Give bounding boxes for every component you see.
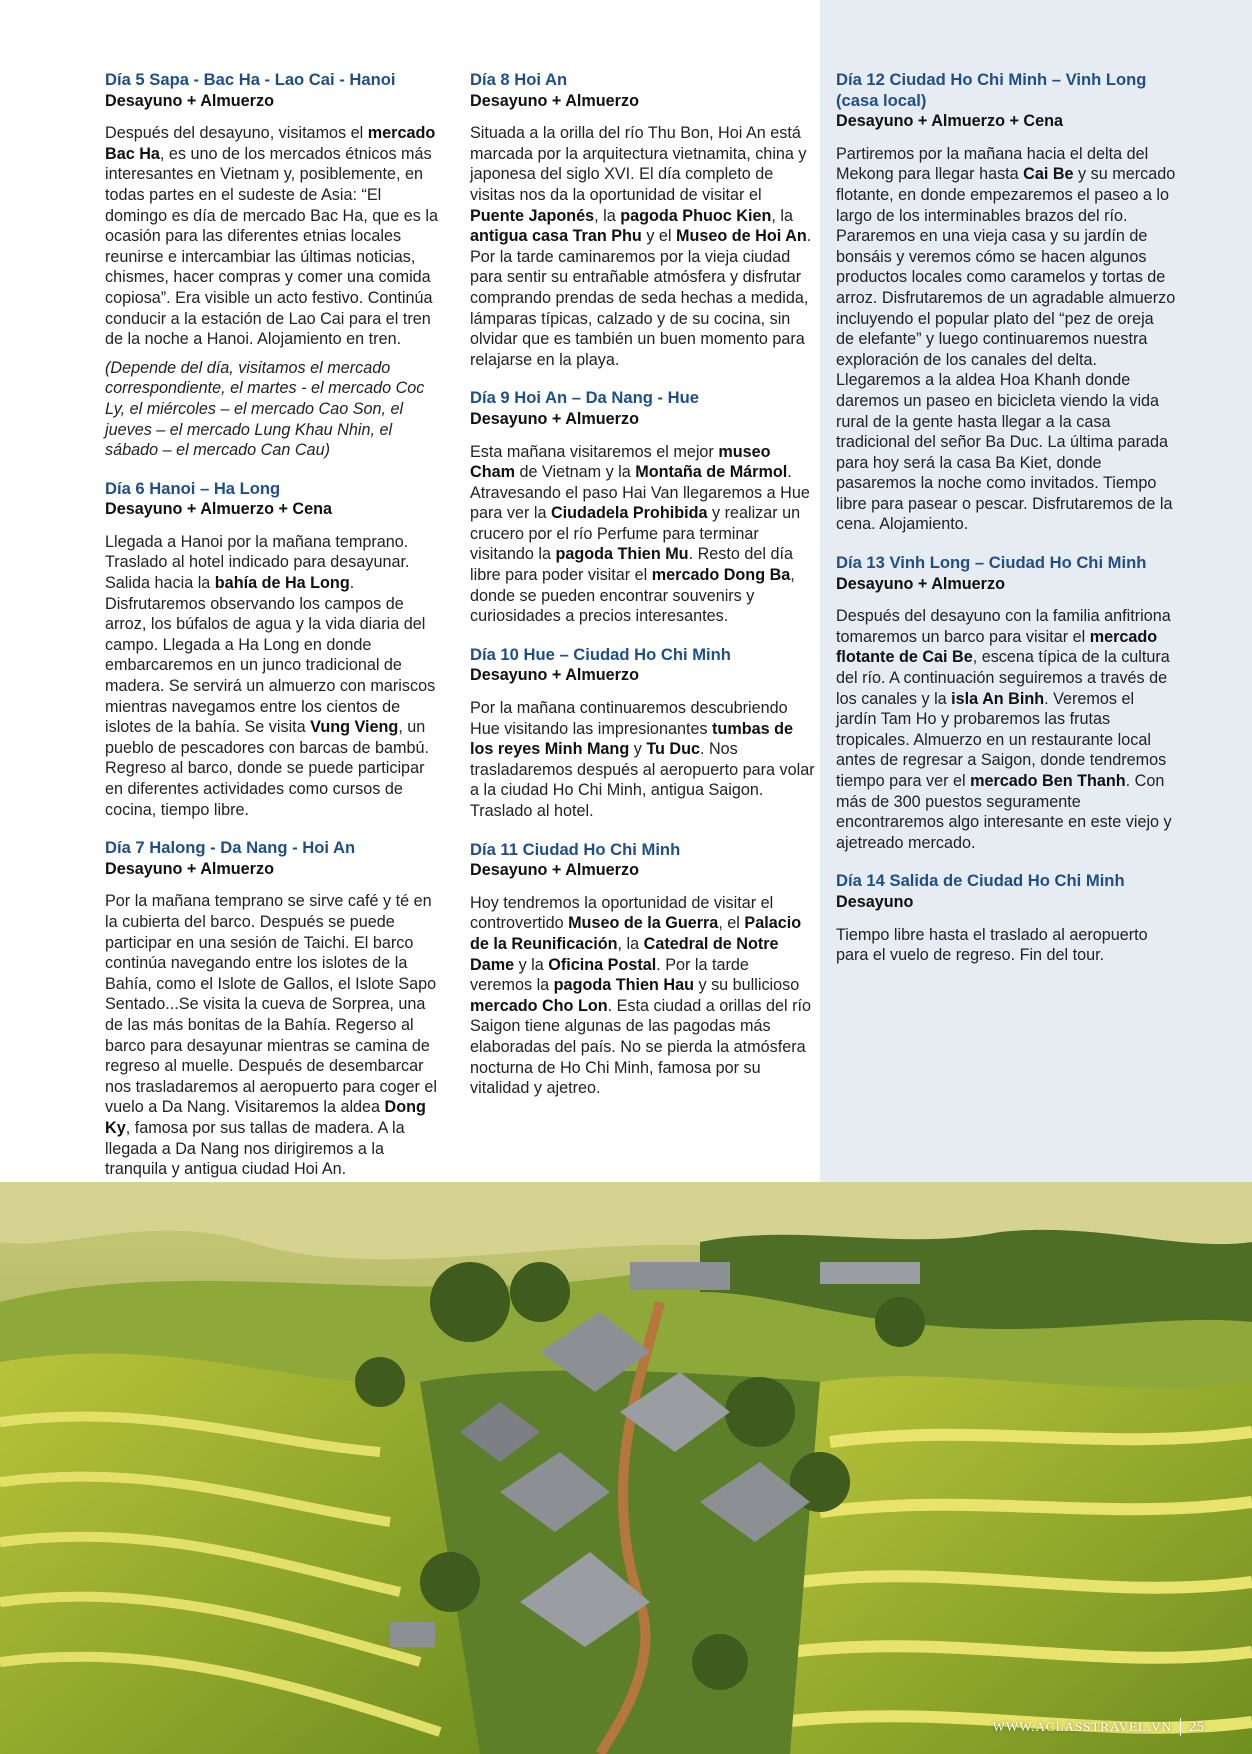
text-run: , el bbox=[718, 914, 745, 933]
text-run: , un pueblo de pescadores con barcas de bambú. Regreso al barco, donde se puede participar en diferentes actividades como cursos de cocina, tiempo libre. bbox=[105, 718, 429, 819]
highlighted-place: Palacio de la Reunificación bbox=[470, 914, 802, 953]
day-meals: Desayuno + Almuerzo bbox=[470, 666, 639, 685]
page-number: 25 bbox=[1189, 1718, 1204, 1735]
day-title: Día 10 Hue – Ciudad Ho Chi Minh bbox=[470, 644, 731, 664]
highlighted-place: pagoda Phuoc Kien bbox=[620, 206, 772, 225]
day-description bbox=[836, 925, 1176, 966]
text-run: de Vietnam y la bbox=[514, 463, 636, 482]
day-title: Día 7 Halong - Da Nang - Hoi An bbox=[105, 838, 356, 858]
day-section bbox=[470, 388, 815, 627]
day-description bbox=[836, 606, 1176, 853]
day-description bbox=[470, 893, 815, 1099]
day-meals: Desayuno bbox=[836, 892, 914, 911]
day-section bbox=[105, 479, 445, 821]
day-section bbox=[105, 70, 445, 461]
day-title: Día 5 Sapa - Bac Ha - Lao Cai - Hanoi bbox=[105, 70, 396, 89]
day-title: Día 13 Vinh Long – Ciudad Ho Chi Minh bbox=[836, 553, 1147, 573]
text-run: Esta mañana visitaremos el mejor bbox=[470, 442, 719, 461]
day-section bbox=[836, 553, 1176, 853]
day-meals: Desayuno + Almuerzo + Cena bbox=[836, 112, 1063, 131]
text-run: . Nos trasladaremos después al aeropuerto para volar a la ciudad Ho Chi Minh, antigua Saigon. Traslado al hotel. bbox=[470, 740, 815, 820]
text-run: Por la mañana continuaremos descubriendo Hue visitando las impresionantes bbox=[470, 699, 788, 738]
text-run: Partiremos por la mañana hacia el delta del Mekong para llegar hasta bbox=[836, 144, 1149, 184]
itinerary-column-3 bbox=[836, 70, 1176, 984]
highlighted-place: Catedral de Notre Dame bbox=[470, 934, 779, 974]
highlighted-place: pagoda Thien Hau bbox=[553, 976, 694, 995]
day-description bbox=[470, 442, 815, 627]
page-footer bbox=[993, 1718, 1204, 1736]
highlighted-place: Puente Japonés bbox=[470, 206, 595, 225]
highlighted-place: Montaña de Mármol bbox=[635, 463, 788, 482]
day-section bbox=[470, 645, 815, 822]
text-run: Llegada a Hanoi por la mañana temprano. Traslado al hotel indicado para desayunar. Salida hacia la bbox=[105, 532, 410, 593]
text-run: Hoy tendremos la oportunidad de visitar el controvertido bbox=[470, 893, 774, 933]
day-title: Día 12 Ciudad Ho Chi Minh – Vinh Long (casa local) bbox=[836, 70, 1147, 110]
highlighted-place: mercado Bac Ha bbox=[105, 124, 436, 163]
day-note: (Depende del día, visitamos el mercado correspondiente, el martes - el mercado Coc Ly, el miércoles – el mercado Cao Son, el jueves – el mercado Lung Khau Nhin, el sábado – el mercado Can Cau) bbox=[105, 358, 425, 460]
text-run: y su mercado flotante, en donde empezaremos el paseo a lo largo de los interminables brazos del río. Pararemos en una vieja casa y su jardín de bonsáis y veremos cómo se hacen algunos productos locales como caramelos y tortas de arroz. Disfrutaremos de un agradable almuerzo incluyendo el popular plato del “pez de oreja de elefante” y luego continuaremos nuestra exploración de los canales del delta. Llegaremos a la aldea Hoa Khanh donde daremos un paseo en bicicleta viendo la vida rural de la gente hasta llegar a la casa tradicional del señor Ba Duc. La última parada para hoy será la casa Ba Kiet, donde pasaremos la noche como invitados. Tiempo libre para pasear o pescar. Disfrutaremos de la cena. Alojamiento. bbox=[836, 165, 1176, 534]
text-run: . Esta ciudad a orillas del río Saigon tiene algunas de las pagodas más elaboradas del país. No se pierda la atmósfera nocturna de Ho Chi Minh, famosa por su vitalidad y ajetreo. bbox=[470, 996, 811, 1098]
rice-terraces-photo bbox=[0, 1182, 1252, 1754]
highlighted-place: Tu Duc bbox=[646, 740, 700, 759]
highlighted-place: mercado Ben Thanh bbox=[970, 772, 1126, 790]
day-description bbox=[836, 144, 1176, 535]
highlighted-place: bahía de Ha Long bbox=[214, 574, 350, 593]
text-run: , la bbox=[594, 206, 621, 225]
text-run: Después del desayuno con la familia anfitriona tomaremos un barco para visitar el bbox=[836, 607, 1171, 646]
text-run: Tiempo libre hasta el traslado al aeropuerto para el vuelo de regreso. Fin del tour. bbox=[836, 925, 1148, 965]
text-run: , la bbox=[771, 206, 793, 225]
text-run: , escena típica de la cultura del río. A continuación seguiremos a través de los canales y la bbox=[836, 648, 1170, 708]
day-section bbox=[836, 70, 1176, 535]
day-description bbox=[470, 123, 815, 370]
highlighted-place: mercado Dong Ba bbox=[651, 566, 791, 585]
text-run: , donde se pueden encontrar souvenirs y curiosidades a precios interesantes. bbox=[470, 566, 795, 626]
day-meals: Desayuno + Almuerzo + Cena bbox=[105, 500, 332, 519]
text-run: y la bbox=[514, 955, 549, 974]
day-title: Día 14 Salida de Ciudad Ho Chi Minh bbox=[836, 871, 1125, 891]
day-section bbox=[470, 70, 815, 370]
highlighted-place: Ciudadela Prohibida bbox=[550, 504, 708, 523]
highlighted-place: antigua casa Tran Phu bbox=[470, 227, 642, 246]
day-meals: Desayuno + Almuerzo bbox=[470, 91, 639, 110]
highlighted-place: isla An Binh bbox=[951, 689, 1045, 708]
highlighted-place: mercado flotante de Cai Be bbox=[836, 627, 1158, 667]
text-run: Por la mañana temprano se sirve café y té en la cubierta del barco. Después se puede participar en una sesión de Taichi. El barco continúa navegando entre los islotes de la Bahía, como el Islote de Gallos, el Islote Sapo Sentado...Se visita la cueva de Sorprea, una de las más bonitas de la Bahía. Regerso al barco para desayunar mientras se camina de regreso al muelle. Después de desembarcar nos trasladaremos al aeropuerto para coger el vuelo a Da Nang. Visitaremos la aldea bbox=[105, 892, 438, 1117]
text-run: . Veremos el jardín Tam Ho y probaremos las frutas tropicales. Almuerzo en un restaurante local antes de regresar a Saigon, donde tendremos tiempo para ver el bbox=[836, 689, 1167, 790]
day-meals: Desayuno + Almuerzo bbox=[470, 409, 639, 428]
day-title: Día 11 Ciudad Ho Chi Minh bbox=[470, 839, 681, 859]
itinerary-column-1 bbox=[105, 70, 445, 1198]
footer-divider bbox=[1180, 1718, 1181, 1736]
text-run: Después del desayuno, visitamos el bbox=[105, 124, 368, 143]
text-run: . Resto del día libre para poder visitar el bbox=[470, 545, 793, 585]
day-meals: Desayuno + Almuerzo bbox=[105, 859, 274, 878]
day-description bbox=[470, 698, 815, 822]
day-description bbox=[105, 532, 445, 820]
text-run: Situada a la orilla del río Thu Bon, Hoi An está marcada por la arquitectura vietnamita, china y japonesa del siglo XVI. El día completo de visitas nos da la oportunidad de visitar el bbox=[470, 124, 807, 204]
highlighted-place: Cai Be bbox=[1023, 165, 1074, 184]
highlighted-place: mercado Cho Lon bbox=[470, 996, 608, 1015]
day-section bbox=[470, 840, 815, 1099]
highlighted-place: Museo de la Guerra bbox=[568, 914, 719, 933]
text-run: y su bullicioso bbox=[693, 976, 800, 995]
day-title: Día 8 Hoi An bbox=[470, 70, 568, 89]
day-description bbox=[105, 123, 445, 350]
highlighted-place: Oficina Postal bbox=[548, 955, 657, 974]
day-meals: Desayuno + Almuerzo bbox=[836, 574, 1005, 593]
text-run: , es uno de los mercados étnicos más interesantes en Vietnam y, posiblemente, en todas partes en el sudeste de Asia: “El domingo es día de mercado Bac Ha, que es la ocasión para las diferentes etnias locales reunirse e intercambiar las últimas noticias, chismes, hacer compras y comer una comida copiosa”. Era visible un acto festivo. Continúa conducir a la estación de Lao Cai para el tren de la noche a Hanoi. Alojamiento en tren. bbox=[105, 144, 438, 349]
text-run: , la bbox=[617, 934, 644, 953]
day-section bbox=[836, 871, 1176, 965]
day-title: Día 9 Hoi An – Da Nang - Hue bbox=[470, 388, 699, 408]
text-run: y el bbox=[641, 227, 677, 246]
website-url: WWW.ACLASSTRAVEL.VN bbox=[992, 1719, 1172, 1734]
day-description bbox=[105, 891, 445, 1179]
day-meals: Desayuno + Almuerzo bbox=[105, 91, 274, 110]
text-run: . Atravesando el paso Hai Van llegaremos a Hue para ver la bbox=[470, 463, 810, 523]
highlighted-place: tumbas de los reyes Minh Mang bbox=[470, 719, 794, 759]
highlighted-place: Dong Ky bbox=[105, 1098, 426, 1137]
day-title: Día 6 Hanoi – Ha Long bbox=[105, 478, 281, 498]
text-run: y realizar un crucero por el río Perfume para terminar visitando la bbox=[470, 504, 801, 564]
day-section bbox=[105, 838, 445, 1180]
text-run: . Con más de 300 puestos seguramente encontraremos algo interesante en este viejo y ajetreado mercado. bbox=[836, 772, 1172, 852]
text-run: , famosa por sus tallas de madera. A la llegada a Da Nang nos dirigiremos a la tranquila y antigua ciudad Hoi An. bbox=[105, 1118, 405, 1179]
itinerary-column-2 bbox=[470, 70, 815, 1117]
highlighted-place: pagoda Thien Mu bbox=[555, 545, 689, 564]
text-run: . Por la tarde caminaremos por la vieja ciudad para sentir su entrañable atmósfera y disfrutar comprando prendas de seda hechas a medida, lámparas típicas, calzado y de su cocina, sin olvidar que es también un buen momento para relajarse en la playa. bbox=[470, 227, 812, 369]
text-run: . Disfrutaremos observando los campos de arroz, los búfalos de agua y la vida diaria del campo. Llegada a Ha Long en donde embarcaremos en un junco tradicional de madera. Se servirá un almuerzo con mariscos mientras navegamos entre los cientos de islotes de la bahía. Se visita bbox=[105, 574, 436, 737]
highlighted-place: Vung Vieng bbox=[310, 718, 399, 737]
text-run: y bbox=[629, 740, 647, 759]
text-run: . Por la tarde veremos la bbox=[470, 955, 749, 995]
day-meals: Desayuno + Almuerzo bbox=[470, 861, 639, 880]
highlighted-place: museo Cham bbox=[470, 442, 771, 482]
highlighted-place: Museo de Hoi An bbox=[676, 227, 807, 246]
